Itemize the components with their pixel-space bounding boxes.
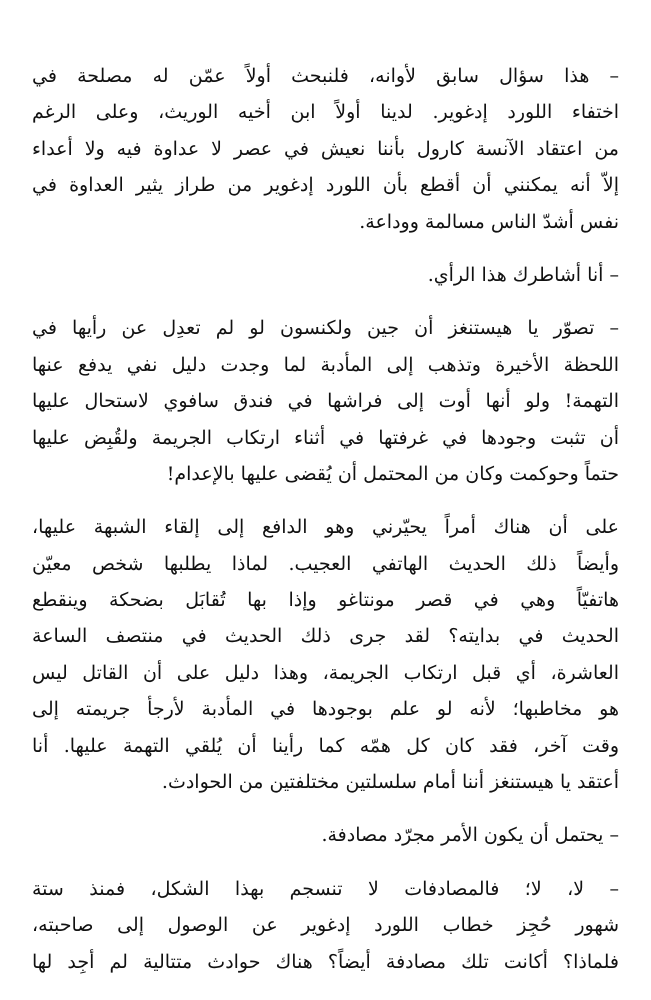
text-line: وقت آخر، فقد كان كل همّه كما رأينا أن يُلقي التهمة عليها. أنا	[32, 734, 619, 757]
paragraph-2	[32, 257, 619, 293]
text-line: – تصوّر يا هيستنغز أن جين ولكنسون لو لم تعدِل عن رأيها في	[32, 317, 619, 340]
text-line: أن تثبت وجودها في غرفتها في أثناء ارتكاب الجريمة ولقُبِض عليها	[32, 426, 619, 449]
text-line: – هذا سؤال سابق لأوانه، فلنبحث أولاً عمّن له مصلحة في	[32, 65, 619, 87]
paragraph-4	[32, 509, 619, 800]
text-line: – لا، لا؛ فالمصادفات لا تنسجم بهذا الشكل، فمنذ ستة	[32, 877, 619, 900]
text-line: أعتقد يا هيستنغز أننا أمام سلسلتين مختلفتين من الحوادث.	[161, 771, 619, 794]
text-line: نفس أشدّ الناس مسالمة ووداعة.	[359, 210, 619, 233]
book-page	[32, 58, 619, 997]
text-line: – يحتمل أن يكون الأمر مجرّد مصادفة.	[321, 824, 619, 847]
text-line: التهمة! ولو أنها أوت إلى فراشها في فندق سافوي لاستحال عليها	[32, 390, 619, 413]
text-line: هاتفيّاً وهي في قصر مونتاغو وإذا بها تُقابَل بضحكة وينقطع	[32, 589, 619, 612]
paragraph-6	[32, 871, 619, 980]
paragraph-5	[32, 817, 619, 853]
text-line: إلاّ أنه يمكنني أن أقطع بأن اللورد إدغوير من طراز يثير العداوة في	[32, 174, 619, 197]
text-line: حتماً وحوكمت وكان من المحتمل أن يُقضى عليها بالإعدام!	[166, 462, 619, 485]
text-line: فلماذا؟ أكانت تلك مصادفة أيضاً؟ هناك حوادث متتالية لم أجِد لها	[32, 950, 619, 973]
text-line: من اعتقاد الآنسة كارول بأننا نعيش في عصر لا عداوة فيه ولا أعداء	[32, 137, 619, 160]
text-line: هو مخاطبها؛ لأنه لو علم بوجودها في المأدبة لأرجأ جريمته إلى	[32, 698, 619, 721]
text-line: وأيضاً ذلك الحديث الهاتفي العجيب. لماذا يطلبها شخص معيّن	[32, 552, 619, 575]
text-line: اختفاء اللورد إدغوير. لدينا أولاً ابن أخيه الوريث، وعلى الرغم	[32, 101, 619, 124]
text-line: العاشرة، أي قبل ارتكاب الجريمة، وهذا دليل على أن القاتل ليس	[32, 661, 619, 684]
text-line: الحديث في بدايته؟ لقد جرى ذلك الحديث في منتصف الساعة	[32, 625, 619, 648]
text-line: – أنا أشاطرك هذا الرأي.	[427, 263, 619, 286]
paragraph-1	[32, 58, 619, 240]
text-line: على أن هناك أمراً يحيّرني وهو الدافع إلى إلقاء الشبهة عليها،	[32, 516, 619, 539]
text-line: شهور حُجِز خطاب اللورد إدغوير عن الوصول إلى صاحبته،	[32, 914, 619, 937]
paragraph-3	[32, 310, 619, 492]
text-line: اللحظة الأخيرة وتذهب إلى المأدبة لما وجدت دليل نفي يدفع عنها	[32, 353, 619, 376]
